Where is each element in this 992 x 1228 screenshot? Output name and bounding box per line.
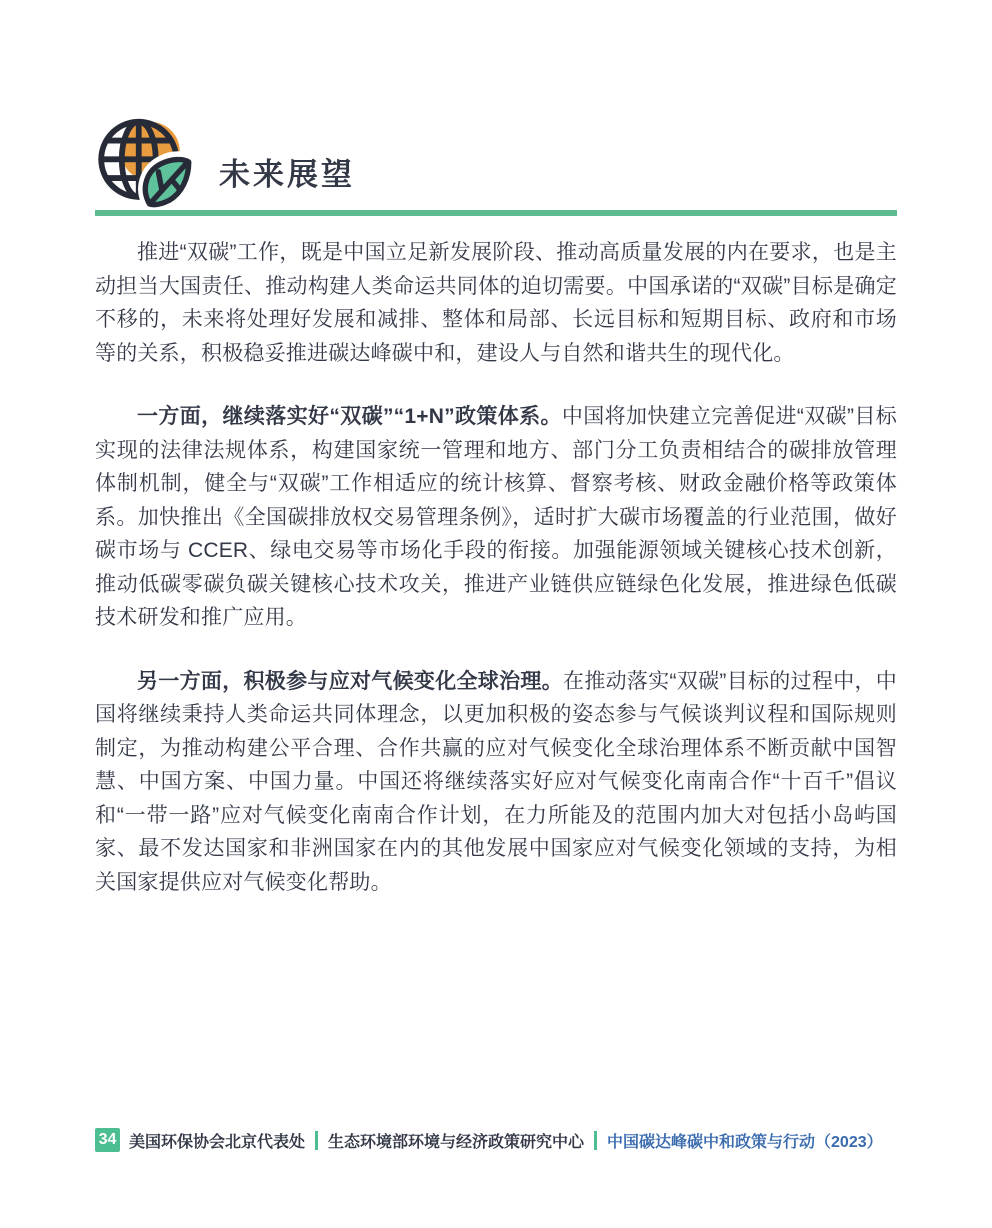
footer-separator — [315, 1131, 318, 1150]
body-text — [95, 236, 897, 929]
globe-leaf-icon — [95, 112, 195, 212]
page-number-badge: 34 — [95, 1128, 120, 1152]
paragraph-3 — [95, 665, 897, 900]
footer-report-title: 中国碳达峰碳中和政策与行动（2023） — [607, 1133, 883, 1151]
footer-separator — [594, 1131, 597, 1150]
paragraph-2-text: 中国将加快建立完善促进“双碳”目标实现的法律法规体系，构建国家统一管理和地方、部门分工负责相结合的碳排放管理体制机制，健全与“双碳”工作相适应的统计核算、督察考核、财政金融价格等政策体系。加快推出《全国碳排放权交易管理条例》，适时扩大碳市场覆盖的行业范围，做好碳市场与 CCER、绿电交易等市场化手段的衔接。加强能源领域关键核心技术创新，推动低碳零碳负碳关键核心技术攻关，推进产业链供应链绿色化发展，推进绿色低碳技术研发和推广应用。 — [95, 405, 897, 629]
footer-org-1: 美国环保协会北京代表处 — [129, 1133, 306, 1151]
section-header — [95, 112, 897, 212]
paragraph-3-text: 在推动落实“双碳”目标的过程中，中国将继续秉持人类命运共同体理念，以更加积极的姿态参与气候谈判议程和国际规则制定，为推动构建公平合理、合作共赢的应对气候变化全球治理体系不断贡献中国智慧、中国方案、中国力量。中国还将继续落实好应对气候变化南南合作“十百千”倡议和“一带一路”应对气候变化南南合作计划，在力所能及的范围内加大对包括小岛屿国家、最不发达国家和非洲国家在内的其他发展中国家应对气候变化领域的支持，为相关国家提供应对气候变化帮助。 — [95, 669, 898, 894]
paragraph-1-text: 推进“双碳”工作，既是中国立足新发展阶段、推动高质量发展的内在要求，也是主动担当大国责任、推动构建人类命运共同体的迫切需要。中国承诺的“双碳”目标是确定不移的，未来将处理好发展和减排、整体和局部、长远目标和短期目标、政府和市场等的关系，积极稳妥推进碳达峰碳中和，建设人与自然和谐共生的现代化。 — [95, 241, 897, 365]
paragraph-3-lead: 另一方面，积极参与应对气候变化全球治理。 — [137, 669, 564, 693]
paragraph-2 — [95, 400, 897, 635]
footer-org-2: 生态环境部环境与经济政策研究中心 — [328, 1133, 585, 1151]
section-title: 未来展望 — [219, 156, 355, 192]
paragraph-2-lead: 一方面，继续落实好“双碳”“1+N”政策体系。 — [137, 405, 562, 428]
paragraph-1 — [95, 236, 897, 370]
header-divider — [95, 210, 897, 216]
page-footer — [95, 1128, 883, 1152]
